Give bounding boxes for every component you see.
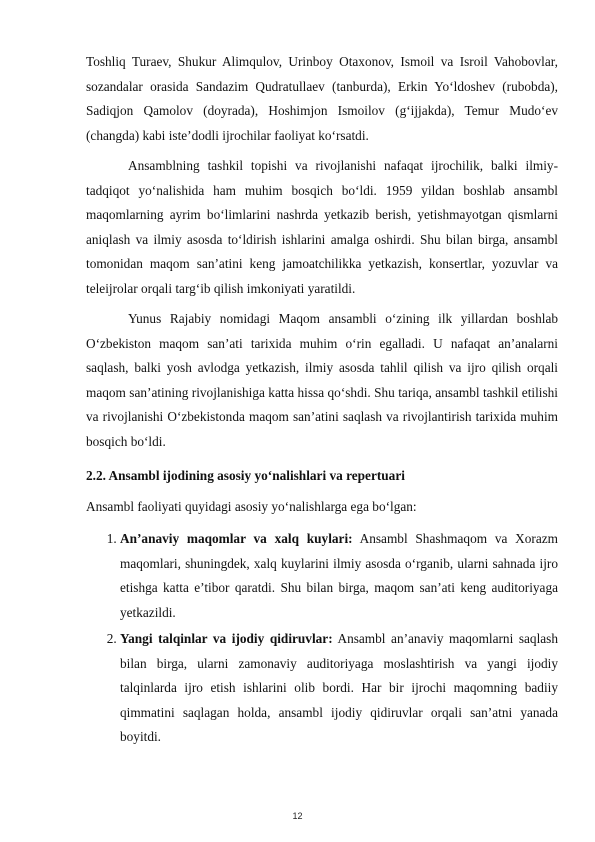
paragraph-ensemble-research: Ansamblning tashkil topishi va rivojlanishi nafaqat ijrochilik, balki ilmiy-tadqiqot yo‘nalishida ham muhim bosqich bo‘ldi. 1959 yildan boshlab ansambl maqomlarning ayrim bo‘limlarini nashrda yetkazib berish, yetishmayotgan qismlarni aniqlash va ilmiy asosda to‘ldirish ishlarini amalga oshirdi. Shu bilan birga, ansambl tomonidan maqom san’atini keng jamoatchilikka yetkazish, konsertlar, yozuvlar va teleijrolar orqali targ‘ib qilish imkoniyati yaratildi. — [86, 158, 558, 296]
list-item — [120, 527, 558, 625]
paragraph-ensemble-history: Yunus Rajabiy nomidagi Maqom ansambli o‘zining ilk yillardan boshlab O‘zbekiston maqom san’ati tarixida muhim o‘rin egalladi. U nafaqat an’analarni saqlash, balki yosh avlodga yetkazish, ilmiy asosda tahlil qilish va ijro qilish orqali maqom san’atining rivojlanishiga katta hissa qo‘shdi. Shu tariqa, ansambl tashkil etilishi va rivojlanishi O‘zbekistonda maqom san’atini saqlash va rivojlantirish tarixida muhim bosqich bo‘ldi. — [86, 311, 558, 449]
list-item-title: An’anaviy maqomlar va xalq kuylari: — [120, 531, 353, 546]
list-item-text: Ansambl Shashmaqom va Xorazm maqomlari, shuningdek, xalq kuylarini ilmiy asosda o‘rganib, ularni sahnada ijro etishga katta e’tibor qaratdi. Shu bilan birga, maqom san’ati keng auditoriyaga yetkazildi. — [120, 531, 559, 620]
paragraph-continued: Toshliq Turaev, Shukur Alimqulov, Urinboy Otaxonov, Ismoil va Isroil Vahobovlar, sozandalar orasida Sandazim Qudratullaev (tanburda), Erkin Yo‘ldoshev (rubobda), Sadiqjon Qamolov (doyrada), Hoshimjon Ismoilov (g‘ijjakda), Temur Mudo‘ev (changda) kabi iste’dodli ijrochilar faoliyat ko‘rsatdi. — [86, 54, 558, 143]
list-item-title: Yangi talqinlar va ijodiy qidiruvlar: — [120, 631, 333, 646]
list-item-text: Ansambl an’anaviy maqomlarni saqlash bilan birga, ularni zamonaviy auditoriyaga moslashtirish va yangi ijodiy talqinlarda ijro etish ishlarini olib bordi. Har bir ijrochi maqomning badiiy qimmatini saqlagan holda, ansambl ijodiy qidiruvlar orqali san’atni yanada boyitdi. — [120, 631, 558, 744]
list-item — [120, 627, 558, 750]
directions-list — [86, 527, 558, 750]
section-heading: 2.2. Ansambl ijodining asosiy yo‘nalishlari va repertuari — [86, 468, 405, 483]
page-number: 12 — [292, 811, 303, 821]
intro-line: Ansambl faoliyati quyidagi asosiy yo‘nalishlarga ega bo‘lgan: — [86, 498, 417, 514]
document-page — [86, 50, 558, 752]
